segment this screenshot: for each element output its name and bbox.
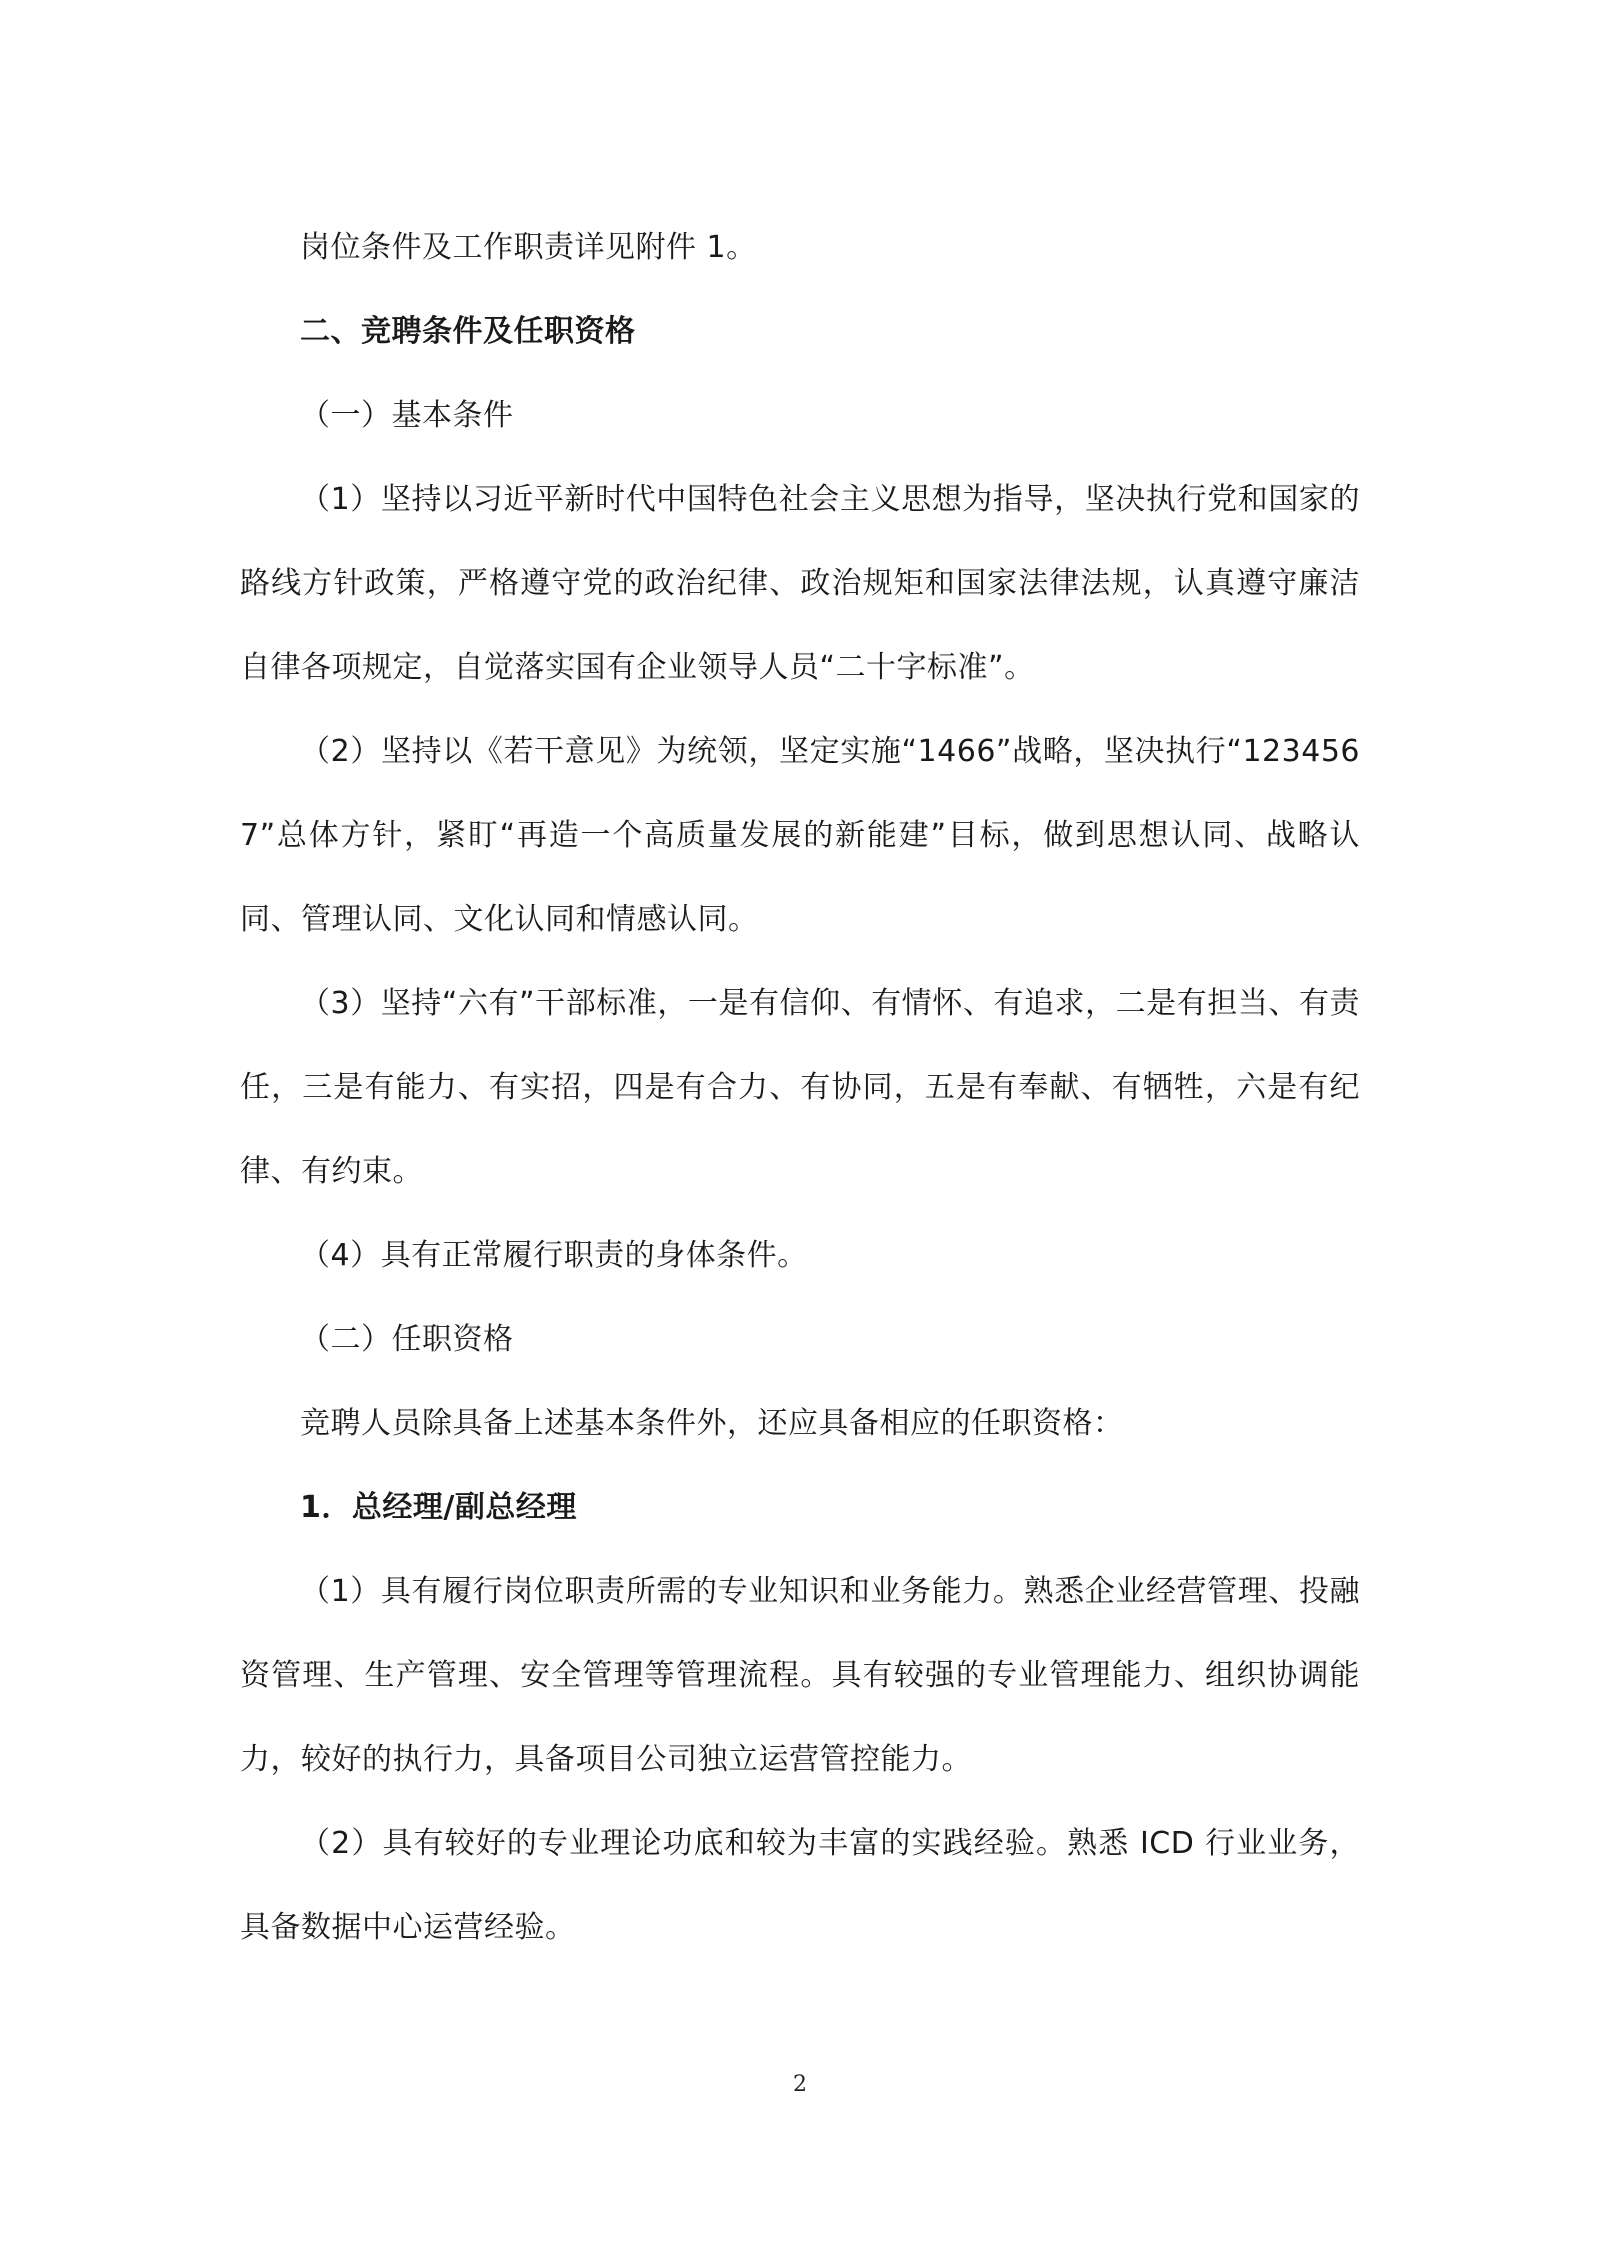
page-number: 2 <box>793 2072 807 2097</box>
paragraph-condition-1: （1）坚持以习近平新时代中国特色社会主义思想为指导，坚决执行党和国家的路线方针政策，严格遵守党的政治纪律、政治规矩和国家法律法规，认真遵守廉洁自律各项规定，自觉落实国有企业领导人员“二十字标准”。 <box>240 482 1360 685</box>
section-heading-conditions: 二、竞聘条件及任职资格 <box>300 314 636 349</box>
paragraph-condition-4: （4）具有正常履行职责的身体条件。 <box>300 1238 808 1273</box>
document-body <box>240 206 1360 1970</box>
paragraph-qualification-1: （1）具有履行岗位职责所需的专业知识和业务能力。熟悉企业经营管理、投融资管理、生产管理、安全管理等管理流程。具有较强的专业管理能力、组织协调能力，较好的执行力，具备项目公司独立运营管控能力。 <box>240 1574 1360 1777</box>
paragraph-qualification-2: （2）具有较好的专业理论功底和较为丰富的实践经验。熟悉 ICD 行业业务，具备数据中心运营经验。 <box>240 1826 1360 1945</box>
paragraph-condition-2: （2）坚持以《若干意见》为统领，坚定实施“1466”战略，坚决执行“1234567”总体方针，紧盯“再造一个高质量发展的新能建”目标，做到思想认同、战略认同、管理认同、文化认同和情感认同。 <box>240 734 1360 937</box>
paragraph-qualifications-intro: 竞聘人员除具备上述基本条件外，还应具备相应的任职资格： <box>300 1406 1124 1441</box>
heading-general-manager: 1．总经理/副总经理 <box>300 1490 577 1525</box>
subsection-heading-basic-conditions: （一）基本条件 <box>300 398 514 433</box>
paragraph-condition-3: （3）坚持“六有”干部标准，一是有信仰、有情怀、有追求，二是有担当、有责任，三是有能力、有实招，四是有合力、有协同，五是有奉献、有牺牲，六是有纪律、有约束。 <box>240 986 1360 1189</box>
subsection-heading-qualifications: （二）任职资格 <box>300 1322 514 1357</box>
paragraph-reference-attachment: 岗位条件及工作职责详见附件 1。 <box>300 230 757 265</box>
